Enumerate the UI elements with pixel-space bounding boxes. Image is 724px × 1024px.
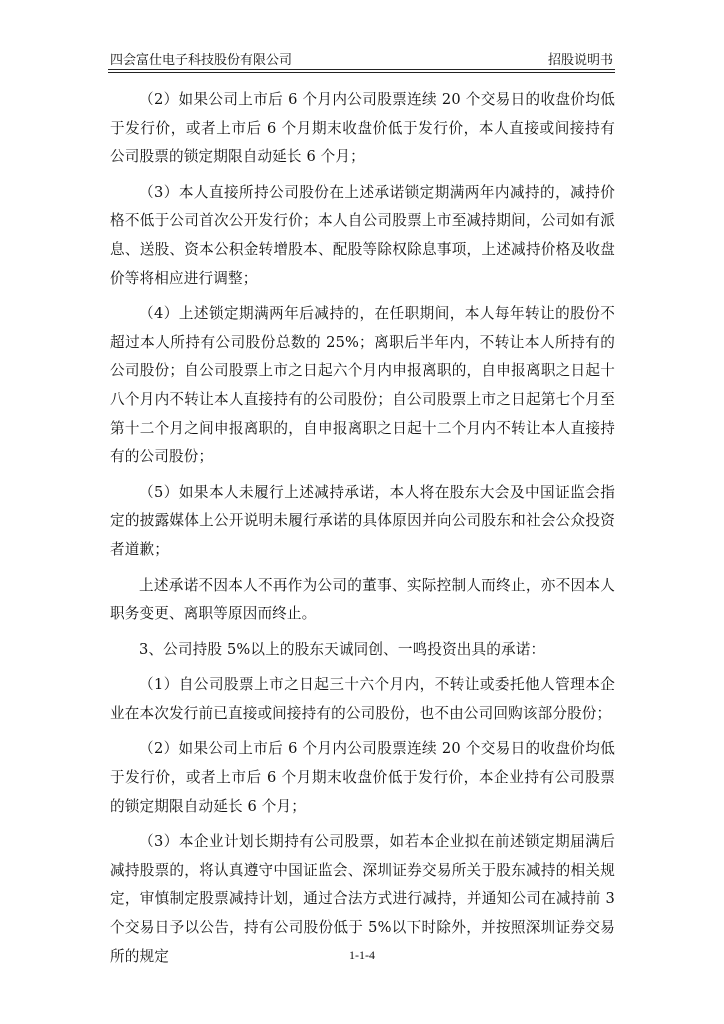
paragraph-section-heading: 3、公司持股 5%以上的股东天诚同创、一鸣投资出具的承诺： <box>139 640 546 658</box>
header-document-title: 招股说明书 <box>547 53 613 68</box>
paragraph-transfer-limit: （4）上述锁定期满两年后减持的，在任职期间，本人每年转让的股份不超过本人所持有公司股份总数的 25%；离职后半年内，不转让本人所持有的公司股份；自公司股票上市之日起六个月内申报离职的，自申报离职之日起十八个月内不转让本人直接持有的公司股份；自公司股票上市之日起第七个月至第十二个月之间申报离职的，自申报离职之日起十二个月内不转让本人直接持有的公司股份； <box>110 305 615 466</box>
body-text <box>110 86 615 978</box>
header-rule-thick <box>108 69 615 70</box>
header-rule-thin <box>108 72 615 73</box>
paragraph-commitment-validity: 上述承诺不因本人不再作为公司的董事、实际控制人而终止，亦不因本人职务变更、离职等原因而终止。 <box>110 576 615 623</box>
paragraph-reduction-price: （3）本人直接所持公司股份在上述承诺锁定期满两年内减持的，减持价格不低于公司首次公开发行价；本人自公司股票上市至减持期间，公司如有派息、送股、资本公积金转增股本、配股等除权除息事项，上述减持价格及收盘价等将相应进行调整； <box>110 183 615 287</box>
paragraph-enterprise-lockup-extension: （2）如果公司上市后 6 个月内公司股票连续 20 个交易日的收盘价均低于发行价，或者上市后 6 个月期末收盘价低于发行价，本企业持有公司股票的锁定期限自动延长 6 个月； <box>110 740 615 815</box>
paragraph-breach-apology: （5）如果本人未履行上述减持承诺，本人将在股东大会及中国证监会指定的披露媒体上公开说明未履行承诺的具体原因并向公司股东和社会公众投资者道歉； <box>110 483 615 558</box>
page-number: 1-1-4 <box>349 948 375 962</box>
paragraph-36-month-lockup: （1）自公司股票上市之日起三十六个月内，不转让或委托他人管理本企业在本次发行前已直接或间接持有的公司股份，也不由公司回购该部分股份； <box>110 676 615 722</box>
paragraph-long-term-holding: （3）本企业计划长期持有公司股票，如若本企业拟在前述锁定期届满后减持股票的，将认真遵守中国证监会、深圳证券交易所关于股东减持的相关规定，审慎制定股票减持计划，通过合法方式进行减持，并通知公司在减持前 3 个交易日予以公告，持有公司股份低于 5%以下时除外，并按照深圳证券交易所的规定 <box>110 833 615 965</box>
header-company-name: 四会富仕电子科技股份有限公司 <box>110 53 293 68</box>
paragraph-lockup-extension: （2）如果公司上市后 6 个月内公司股票连续 20 个交易日的收盘价均低于发行价，或者上市后 6 个月期末收盘价低于发行价，本人直接或间接持有公司股票的锁定期限自动延长 6 个月； <box>110 91 615 166</box>
